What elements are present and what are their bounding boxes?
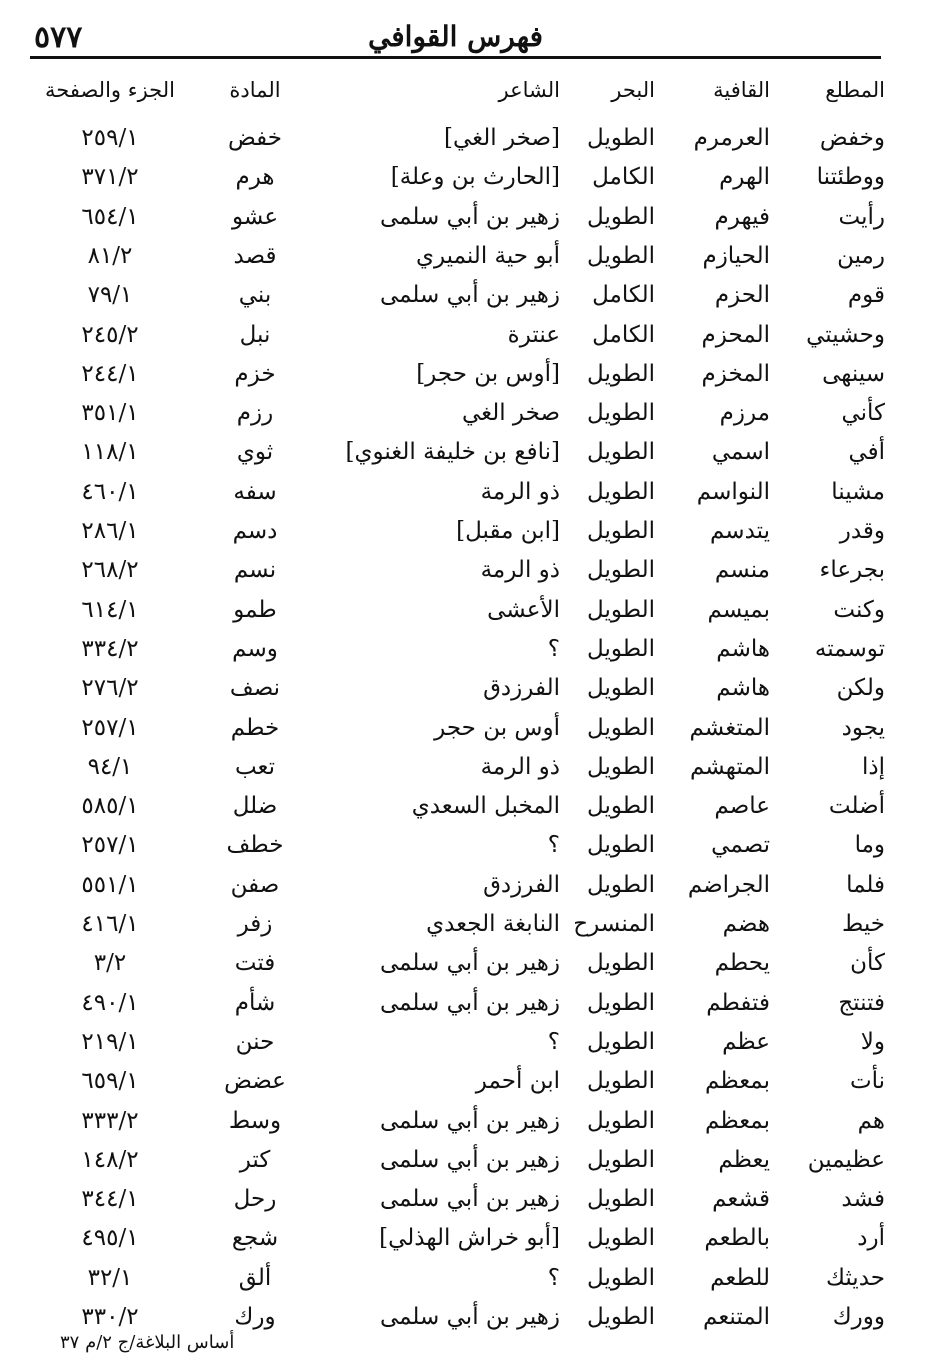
table-row xyxy=(30,120,885,156)
cell-qafia: المتنعم xyxy=(703,1304,770,1330)
running-title: فهرس القوافي xyxy=(367,20,544,53)
cell-shaer: ؟ xyxy=(547,635,560,662)
cell-bahr: الطويل xyxy=(587,675,655,702)
cell-madda: خطم xyxy=(230,714,280,741)
table-row xyxy=(30,710,885,746)
cell-bahr: الطويل xyxy=(587,439,655,466)
cell-shaer: زهير بن أبي سلمى xyxy=(379,203,560,230)
cell-bahr: الطويل xyxy=(587,360,655,387)
cell-matla: عظيمين xyxy=(807,1146,885,1173)
cell-matla: إذا xyxy=(861,753,885,780)
cell-matla: خيط xyxy=(842,911,885,937)
cell-madda: طمو xyxy=(233,596,277,623)
cell-juz: ٤٩٠/١ xyxy=(81,989,139,1016)
table-row xyxy=(30,788,885,824)
table-row xyxy=(30,277,885,313)
header-rule xyxy=(30,56,881,59)
page-header xyxy=(30,18,881,58)
cell-shaer: [ابن مقبل] xyxy=(456,518,560,544)
cell-shaer: أبو حية النميري xyxy=(415,242,560,269)
cell-qafia: قشعم xyxy=(712,1186,770,1213)
cell-juz: ٣٥١/١ xyxy=(81,400,139,427)
cell-madda: هرم xyxy=(235,164,275,191)
cell-bahr: الطويل xyxy=(587,478,655,505)
table-row xyxy=(30,1220,885,1256)
cell-madda: عشو xyxy=(231,203,279,230)
cell-juz: ٥٨٥/١ xyxy=(81,793,139,820)
cell-juz: ٨١/٢ xyxy=(87,242,133,269)
cell-shaer: زهير بن أبي سلمى xyxy=(379,1146,560,1173)
table-row xyxy=(30,631,885,667)
cell-madda: صفن xyxy=(230,871,280,898)
cell-juz: ١١٨/١ xyxy=(81,439,139,466)
cell-matla: أرد xyxy=(857,1225,885,1252)
table-row xyxy=(30,1024,885,1060)
cell-matla: وكنت xyxy=(833,596,885,623)
cell-juz: ٣٣٣/٢ xyxy=(81,1107,139,1134)
table-row xyxy=(30,1063,885,1099)
cell-juz: ٢٤٥/٢ xyxy=(81,321,139,348)
cell-juz: ٣٢/١ xyxy=(87,1264,133,1291)
cell-bahr: الطويل xyxy=(587,1225,655,1252)
cell-bahr: الطويل xyxy=(587,518,655,544)
cell-shaer: المخبل السعدي xyxy=(411,793,560,820)
cell-qafia: بمعظم xyxy=(705,1107,770,1134)
cell-qafia: يحطم xyxy=(714,950,770,977)
cell-madda: بني xyxy=(238,282,272,309)
cell-matla: وورك xyxy=(832,1304,885,1330)
cell-shaer: زهير بن أبي سلمى xyxy=(379,1304,560,1330)
cell-madda: شأم xyxy=(234,989,276,1016)
cell-qafia: هاشم xyxy=(716,635,770,662)
cell-juz: ٦١٤/١ xyxy=(81,596,139,623)
cell-matla: فلما xyxy=(846,871,885,898)
cell-matla: أضلت xyxy=(828,793,885,820)
cell-bahr: الطويل xyxy=(587,1146,655,1173)
cell-juz: ٤٩٥/١ xyxy=(81,1225,139,1252)
cell-madda: حنن xyxy=(235,1028,275,1055)
cell-bahr: الطويل xyxy=(587,400,655,427)
cell-qafia: الجراضم xyxy=(687,871,770,898)
cell-juz: ٤٦٠/١ xyxy=(81,478,139,505)
cell-shaer: زهير بن أبي سلمى xyxy=(379,989,560,1016)
table-row xyxy=(30,985,885,1021)
cell-madda: ثوي xyxy=(236,439,274,466)
cell-bahr: الطويل xyxy=(587,1186,655,1213)
cell-madda: وسط xyxy=(228,1107,282,1134)
cell-matla: فتنتج xyxy=(838,989,885,1016)
cell-juz: ٦٥٤/١ xyxy=(81,203,139,230)
cell-shaer: زهير بن أبي سلمى xyxy=(379,1107,560,1134)
cell-qafia: النواسم xyxy=(696,478,770,505)
cell-qafia: يتدسم xyxy=(710,518,770,544)
cell-juz: ١٤٨/٢ xyxy=(81,1146,139,1173)
header-bahr: البحر xyxy=(611,78,655,102)
cell-matla: ولكن xyxy=(836,675,885,702)
cell-juz: ٢٦٨/٢ xyxy=(81,557,139,584)
page-number: ٥٧٧ xyxy=(34,20,83,55)
cell-qafia: الحزم xyxy=(714,282,770,309)
cell-madda: فتت xyxy=(234,950,276,977)
cell-madda: خزم xyxy=(234,360,276,387)
cell-shaer: الأعشى xyxy=(487,596,560,623)
cell-bahr: الطويل xyxy=(587,753,655,780)
cell-qafia: يعظم xyxy=(718,1146,770,1173)
cell-juz: ٣٧١/٢ xyxy=(81,164,139,191)
table-row xyxy=(30,395,885,431)
cell-shaer: ذو الرمة xyxy=(480,753,560,780)
cell-shaer: ابن أحمر xyxy=(475,1068,560,1095)
cell-juz: ٢٥٩/١ xyxy=(81,125,139,151)
cell-madda: ألق xyxy=(238,1264,272,1291)
cell-shaer: النابغة الجعدي xyxy=(426,911,560,937)
cell-juz: ٢٤٤/١ xyxy=(81,360,139,387)
cell-juz: ٢٨٦/١ xyxy=(81,518,139,544)
cell-juz: ٣٤٤/١ xyxy=(81,1186,139,1213)
header-shaer: الشاعر xyxy=(498,78,560,102)
cell-qafia: المحزم xyxy=(701,321,770,348)
cell-madda: رحل xyxy=(233,1186,277,1213)
table-row xyxy=(30,317,885,353)
cell-qafia: تصمي xyxy=(711,832,770,859)
footer-signature: أساس البلاغة/ج ٢/م ٣٧ xyxy=(60,1332,235,1353)
cell-madda: نسم xyxy=(233,557,277,584)
cell-juz: ٣٣٠/٢ xyxy=(81,1304,139,1330)
cell-juz: ٣/٢ xyxy=(93,950,127,977)
cell-madda: كتر xyxy=(239,1146,271,1173)
cell-juz: ٥٥١/١ xyxy=(81,871,139,898)
cell-madda: ضلل xyxy=(232,793,278,820)
table-row xyxy=(30,552,885,588)
cell-juz: ٣٣٤/٢ xyxy=(81,635,139,662)
cell-qafia: فتفطم xyxy=(706,989,770,1016)
table-row xyxy=(30,159,885,195)
cell-juz: ٢١٩/١ xyxy=(81,1028,139,1055)
table-row xyxy=(30,1181,885,1217)
table-row xyxy=(30,1142,885,1178)
cell-bahr: الطويل xyxy=(587,635,655,662)
cell-madda: سفه xyxy=(233,478,277,505)
cell-qafia: المتهشم xyxy=(689,753,770,780)
cell-qafia: مرزم xyxy=(719,400,770,427)
cell-shaer: [الحارث بن وعلة] xyxy=(390,164,560,191)
cell-juz: ٩٤/١ xyxy=(87,753,133,780)
cell-qafia: للطعم xyxy=(710,1264,770,1291)
cell-bahr: الطويل xyxy=(587,989,655,1016)
cell-bahr: الطويل xyxy=(587,596,655,623)
cell-matla: وخفض xyxy=(819,125,885,151)
cell-bahr: الطويل xyxy=(587,832,655,859)
cell-bahr: الطويل xyxy=(587,1304,655,1330)
cell-matla: رمين xyxy=(837,242,885,269)
cell-shaer: عنترة xyxy=(507,321,560,348)
cell-shaer: زهير بن أبي سلمى xyxy=(379,282,560,309)
cell-shaer: ؟ xyxy=(547,1264,560,1291)
cell-qafia: الحيازم xyxy=(702,242,770,269)
table-row xyxy=(30,434,885,470)
table-row xyxy=(30,1103,885,1139)
cell-madda: عضض xyxy=(224,1068,286,1095)
cell-qafia: هاشم xyxy=(716,675,770,702)
cell-bahr: الطويل xyxy=(587,1068,655,1095)
table-row xyxy=(30,906,885,942)
cell-juz: ٢٥٧/١ xyxy=(81,832,139,859)
cell-shaer: الفرزدق xyxy=(483,871,560,898)
cell-juz: ٢٥٧/١ xyxy=(81,714,139,741)
cell-qafia: المخزم xyxy=(701,360,770,387)
cell-bahr: الطويل xyxy=(587,871,655,898)
cell-shaer: ذو الرمة xyxy=(480,557,560,584)
cell-qafia: بمعظم xyxy=(705,1068,770,1095)
table-row xyxy=(30,867,885,903)
cell-madda: قصد xyxy=(233,242,277,269)
header-juz: الجزء والصفحة xyxy=(45,78,175,102)
table-row xyxy=(30,827,885,863)
cell-qafia: بميسم xyxy=(707,596,770,623)
cell-matla: وقدر xyxy=(839,518,885,544)
cell-bahr: الطويل xyxy=(587,242,655,269)
cell-bahr: الطويل xyxy=(587,793,655,820)
cell-matla: ولا xyxy=(860,1028,885,1055)
cell-juz: ٦٥٩/١ xyxy=(81,1068,139,1095)
cell-qafia: العرمرم xyxy=(693,125,770,151)
cell-madda: خطف xyxy=(226,832,284,859)
cell-matla: أفي xyxy=(848,439,885,466)
cell-shaer: الفرزدق xyxy=(483,675,560,702)
cell-madda: خفض xyxy=(227,125,283,151)
table-row xyxy=(30,199,885,235)
cell-matla: حديثك xyxy=(825,1264,885,1291)
header-qafia: القافية xyxy=(713,78,770,102)
cell-matla: كأن xyxy=(850,950,885,977)
cell-bahr: الطويل xyxy=(587,950,655,977)
cell-madda: تعب xyxy=(234,753,276,780)
cell-matla: توسمته xyxy=(814,635,885,662)
cell-matla: قوم xyxy=(847,282,885,309)
cell-madda: وسم xyxy=(232,635,278,662)
cell-juz: ٢٧٦/٢ xyxy=(81,675,139,702)
cell-matla: ووطئتنا xyxy=(816,164,885,191)
table-row xyxy=(30,670,885,706)
cell-bahr: الطويل xyxy=(587,203,655,230)
cell-madda: رزم xyxy=(236,400,274,427)
cell-shaer: ؟ xyxy=(547,832,560,859)
cell-shaer: أوس بن حجر xyxy=(434,714,560,741)
table-row xyxy=(30,1260,885,1296)
cell-qafia: بالطعم xyxy=(704,1225,770,1252)
table-row xyxy=(30,1299,885,1335)
table-row xyxy=(30,513,885,549)
header-madda: المادة xyxy=(229,78,281,102)
cell-matla: رأيت xyxy=(838,203,885,230)
cell-shaer: ؟ xyxy=(547,1028,560,1055)
table-row xyxy=(30,474,885,510)
cell-shaer: زهير بن أبي سلمى xyxy=(379,1186,560,1213)
header-matla: المطلع xyxy=(825,78,885,102)
cell-bahr: الطويل xyxy=(587,1264,655,1291)
cell-shaer: [أوس بن حجر] xyxy=(416,360,560,387)
cell-matla: وما xyxy=(854,832,885,859)
cell-bahr: الطويل xyxy=(587,1107,655,1134)
cell-qafia: عظم xyxy=(722,1028,770,1055)
table-row xyxy=(30,356,885,392)
cell-bahr: الطويل xyxy=(587,714,655,741)
cell-bahr: المنسرح xyxy=(573,911,655,937)
cell-matla: سينهى xyxy=(822,360,885,387)
cell-matla: كأني xyxy=(841,400,885,427)
cell-madda: نصف xyxy=(229,675,281,702)
cell-madda: شجع xyxy=(231,1225,279,1252)
cell-bahr: الكامل xyxy=(592,321,655,348)
cell-qafia: المتغشم xyxy=(689,714,770,741)
cell-bahr: الطويل xyxy=(587,125,655,151)
table-row xyxy=(30,592,885,628)
cell-shaer: صخر الغي xyxy=(461,400,560,427)
column-headers xyxy=(30,72,885,108)
cell-qafia: الهرم xyxy=(719,164,770,191)
cell-matla: وحشيتي xyxy=(806,321,885,348)
cell-bahr: الكامل xyxy=(592,282,655,309)
cell-bahr: الكامل xyxy=(592,164,655,191)
cell-matla: يجود xyxy=(841,714,885,741)
cell-matla: بجرعاء xyxy=(819,557,885,584)
cell-madda: دسم xyxy=(232,518,278,544)
cell-bahr: الطويل xyxy=(587,557,655,584)
cell-shaer: [صخر الغي] xyxy=(444,125,560,151)
cell-matla: هم xyxy=(857,1107,885,1134)
table-row xyxy=(30,749,885,785)
cell-matla: فشد xyxy=(841,1186,885,1213)
cell-shaer: ذو الرمة xyxy=(480,478,560,505)
cell-shaer: [نافع بن خليفة الغنوي] xyxy=(345,439,560,466)
cell-matla: مشينا xyxy=(831,478,885,505)
cell-juz: ٧٩/١ xyxy=(87,282,133,309)
table-row xyxy=(30,238,885,274)
cell-madda: زفر xyxy=(237,911,273,937)
cell-shaer: زهير بن أبي سلمى xyxy=(379,950,560,977)
cell-bahr: الطويل xyxy=(587,1028,655,1055)
cell-madda: نبل xyxy=(239,321,271,348)
cell-matla: نأت xyxy=(849,1068,885,1095)
cell-shaer: [أبو خراش الهذلي] xyxy=(379,1225,560,1252)
cell-qafia: اسمي xyxy=(711,439,770,466)
cell-qafia: منسم xyxy=(714,557,770,584)
cell-qafia: فيهرم xyxy=(714,203,770,230)
cell-madda: ورك xyxy=(234,1304,276,1330)
cell-qafia: عاصم xyxy=(714,793,770,820)
table-row xyxy=(30,945,885,981)
cell-qafia: هضم xyxy=(722,911,770,937)
cell-juz: ٤١٦/١ xyxy=(81,911,139,937)
